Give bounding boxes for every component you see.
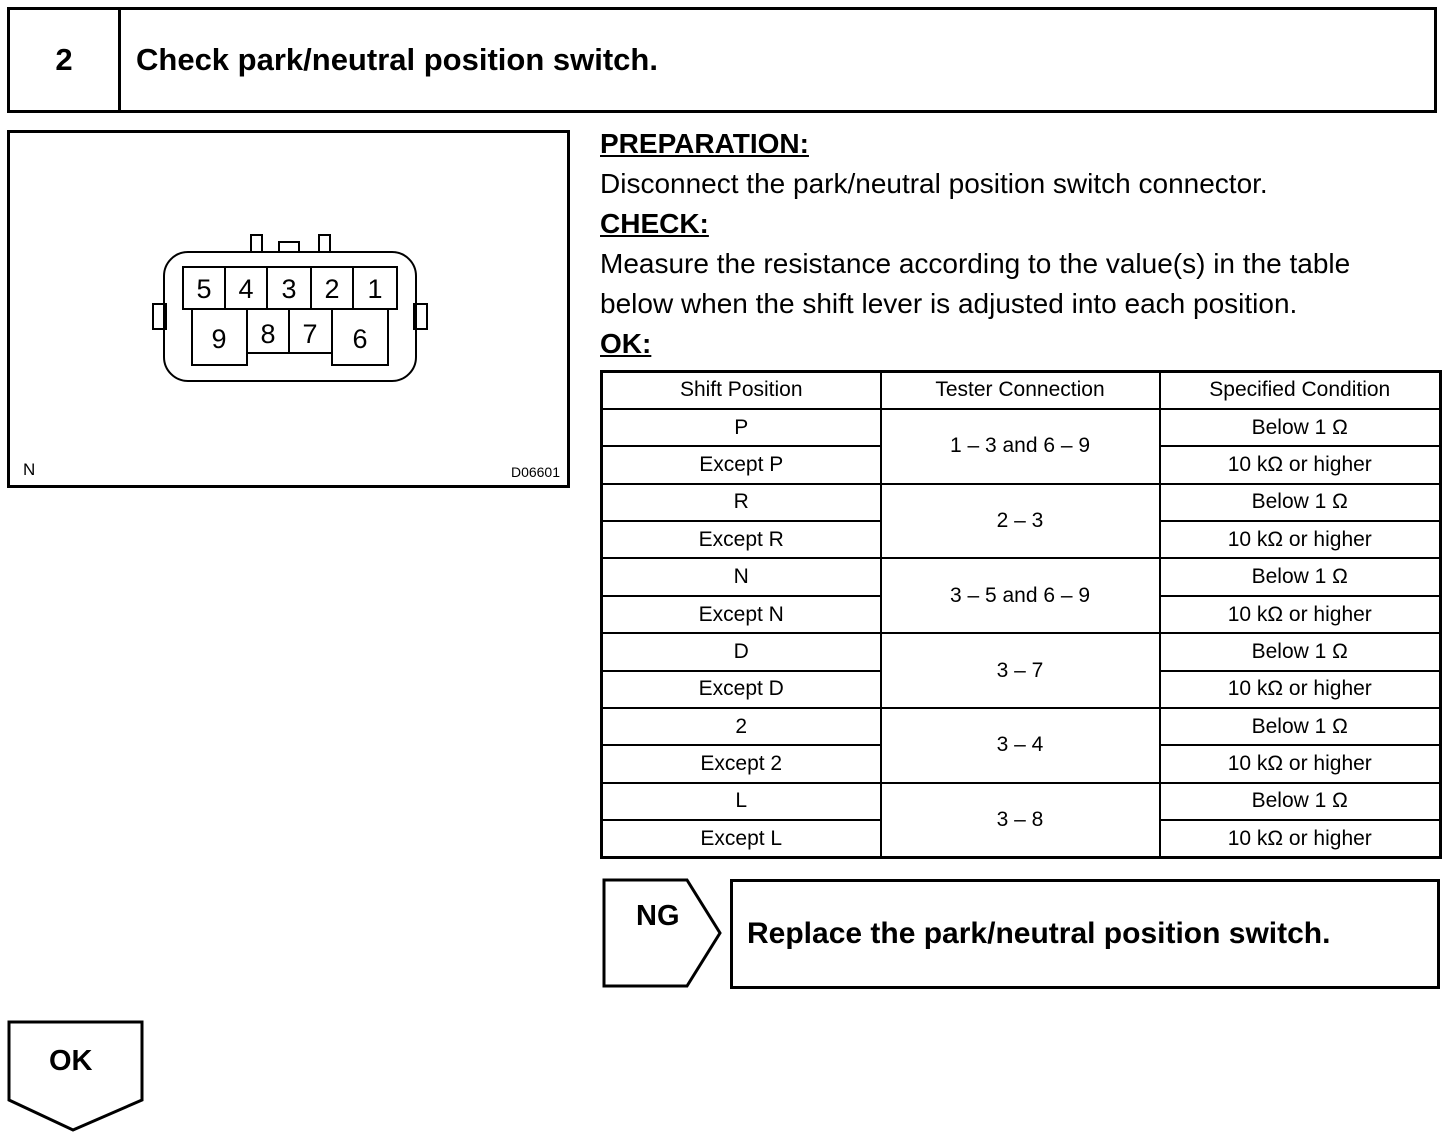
table-row bbox=[602, 558, 1441, 595]
tester-connection-cell: 3 – 4 bbox=[881, 708, 1160, 783]
ng-action-text: Replace the park/neutral position switch. bbox=[747, 917, 1331, 950]
tester-connection-cell: 2 – 3 bbox=[881, 484, 1160, 559]
preparation-text: Disconnect the park/neutral position switch connector. bbox=[600, 168, 1268, 199]
pin-6-label: 6 bbox=[352, 324, 368, 354]
specified-condition-cell: Below 1 Ω bbox=[1160, 484, 1441, 521]
shift-position-cell: L bbox=[602, 783, 881, 820]
pin-3-label: 3 bbox=[281, 274, 297, 304]
pin-7-label: 7 bbox=[302, 319, 318, 349]
specified-condition-cell: 10 kΩ or higher bbox=[1160, 446, 1441, 483]
header-tester-connection: Tester Connection bbox=[881, 372, 1160, 409]
shift-position-cell: Except D bbox=[602, 671, 881, 708]
figure-corner-label: N bbox=[23, 460, 36, 479]
table-row bbox=[602, 783, 1441, 820]
table-row bbox=[602, 708, 1441, 745]
specified-condition-cell: 10 kΩ or higher bbox=[1160, 671, 1441, 708]
step-title: Check park/neutral position switch. bbox=[136, 42, 658, 77]
step-header bbox=[7, 7, 1437, 113]
connector-figure bbox=[7, 130, 570, 488]
specified-condition-cell: Below 1 Ω bbox=[1160, 633, 1441, 670]
shift-position-cell: N bbox=[602, 558, 881, 595]
tester-connection-cell: 3 – 5 and 6 – 9 bbox=[881, 558, 1160, 633]
specified-condition-cell: 10 kΩ or higher bbox=[1160, 745, 1441, 782]
pin-2-label: 2 bbox=[324, 274, 340, 304]
tester-connection-cell: 3 – 8 bbox=[881, 783, 1160, 858]
connector-diagram bbox=[10, 133, 567, 485]
shift-position-cell: Except 2 bbox=[602, 745, 881, 782]
table-row bbox=[602, 484, 1441, 521]
table-header-row bbox=[602, 372, 1441, 409]
specified-condition-cell: Below 1 Ω bbox=[1160, 409, 1441, 446]
shift-position-cell: Except L bbox=[602, 820, 881, 857]
ok-heading: OK: bbox=[600, 328, 652, 359]
tester-connection-cell: 3 – 7 bbox=[881, 633, 1160, 708]
pin-8-label: 8 bbox=[260, 319, 276, 349]
check-text-2: below when the shift lever is adjusted into each position. bbox=[600, 288, 1298, 319]
check-text-1: Measure the resistance according to the value(s) in the table bbox=[600, 248, 1351, 279]
pin-9-label: 9 bbox=[211, 324, 227, 354]
figure-code: D06601 bbox=[510, 464, 560, 480]
shift-position-cell: Except P bbox=[602, 446, 881, 483]
specified-condition-cell: Below 1 Ω bbox=[1160, 783, 1441, 820]
header-specified-condition: Specified Condition bbox=[1160, 372, 1441, 409]
instructions bbox=[600, 124, 1440, 364]
spec-table bbox=[600, 370, 1442, 859]
table-row bbox=[602, 633, 1441, 670]
shift-position-cell: D bbox=[602, 633, 881, 670]
pin-4-label: 4 bbox=[238, 274, 254, 304]
ng-label: NG bbox=[636, 900, 680, 932]
specified-condition-cell: Below 1 Ω bbox=[1160, 558, 1441, 595]
ok-label: OK bbox=[49, 1045, 93, 1077]
tester-connection-cell: 1 – 3 and 6 – 9 bbox=[881, 409, 1160, 484]
ng-arrow-tag bbox=[602, 878, 726, 990]
specified-condition-cell: 10 kΩ or higher bbox=[1160, 596, 1441, 633]
specified-condition-cell: 10 kΩ or higher bbox=[1160, 521, 1441, 558]
shift-position-cell: Except N bbox=[602, 596, 881, 633]
preparation-heading: PREPARATION: bbox=[600, 128, 809, 159]
step-number: 2 bbox=[10, 10, 121, 110]
specified-condition-cell: 10 kΩ or higher bbox=[1160, 820, 1441, 857]
pin-1-label: 1 bbox=[367, 274, 383, 304]
shift-position-cell: P bbox=[602, 409, 881, 446]
header-shift-position: Shift Position bbox=[602, 372, 881, 409]
shift-position-cell: 2 bbox=[602, 708, 881, 745]
check-heading: CHECK: bbox=[600, 208, 709, 239]
ng-action-box bbox=[730, 879, 1440, 989]
shift-position-cell: Except R bbox=[602, 521, 881, 558]
table-row bbox=[602, 409, 1441, 446]
shift-position-cell: R bbox=[602, 484, 881, 521]
specified-condition-cell: Below 1 Ω bbox=[1160, 708, 1441, 745]
pin-5-label: 5 bbox=[196, 274, 212, 304]
